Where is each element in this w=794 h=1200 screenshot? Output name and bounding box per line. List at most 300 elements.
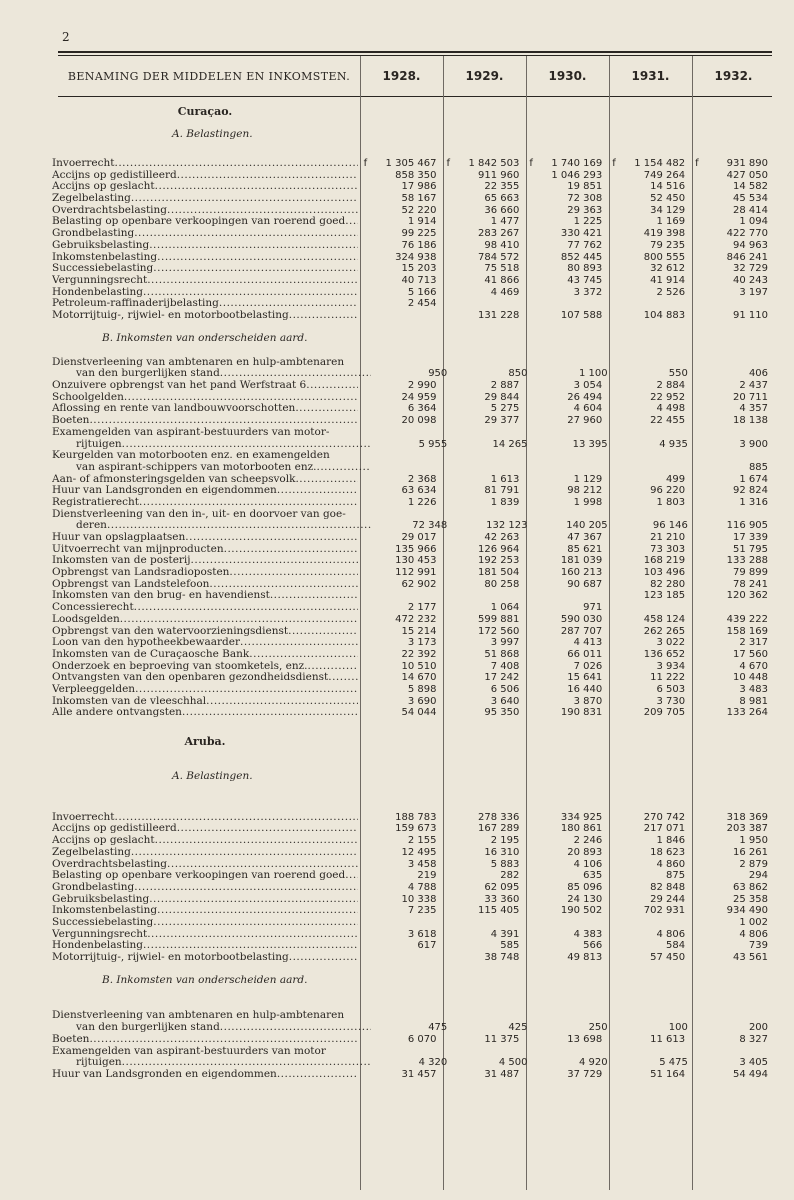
value-cell <box>523 485 606 496</box>
value-cell <box>523 228 606 239</box>
value-cell <box>358 905 441 916</box>
value-text: 635 <box>583 870 603 882</box>
value-cell <box>606 882 689 893</box>
value-cell <box>523 847 606 858</box>
value-cell <box>606 497 689 508</box>
value-text: 181 039 <box>560 555 603 567</box>
value-text: 82 848 <box>650 881 686 893</box>
revenue-table <box>52 100 772 1080</box>
leader-dots <box>229 567 357 578</box>
value-cell <box>358 170 441 181</box>
value-text: 20 098 <box>401 415 437 427</box>
value-cell <box>692 520 772 531</box>
value-text: 17 339 <box>733 532 769 544</box>
value-cell <box>689 894 772 905</box>
value-cell <box>440 567 523 578</box>
column-header-year: 1928. <box>382 69 421 83</box>
value-cell <box>606 252 689 263</box>
row-label: Examengelden van aspirant-bestuurders van motor- <box>52 426 330 438</box>
value-text: 80 893 <box>567 263 603 275</box>
value-cell <box>689 917 772 928</box>
value-cell <box>358 228 441 239</box>
value-cell <box>531 439 611 450</box>
row-label: Motorrijtuig-, rijwiel- en motorbootbelasting <box>52 952 289 964</box>
subsection-heading <box>52 975 772 987</box>
row-label-cell <box>52 333 408 344</box>
row-label: Huur van Landsgronden en eigendommen <box>52 485 277 497</box>
value-text: 2 177 <box>407 602 437 614</box>
table-row <box>52 251 772 263</box>
row-label-cell <box>52 736 358 747</box>
value-cell <box>523 649 606 660</box>
leader-dots <box>224 544 358 555</box>
value-text: 4 469 <box>490 286 520 298</box>
row-label: rijtuigen <box>76 1057 122 1069</box>
row-label-cell <box>52 1034 358 1045</box>
value-cell <box>606 835 689 846</box>
row-label-line <box>52 450 772 462</box>
value-cell <box>689 882 772 893</box>
row-label: Alle andere ontvangsten <box>52 707 182 719</box>
value-text: 599 881 <box>477 613 520 625</box>
value-text: 2 884 <box>656 380 686 392</box>
value-text: 190 502 <box>560 905 603 917</box>
value-cell <box>440 263 523 274</box>
value-text: 29 844 <box>484 391 520 403</box>
row-label-cell <box>52 193 358 204</box>
value-cell <box>606 672 689 683</box>
table-row <box>52 614 772 626</box>
value-text: 10 338 <box>401 893 437 905</box>
value-text: 800 555 <box>643 251 686 263</box>
value-cell <box>440 216 523 227</box>
value-cell <box>689 567 772 578</box>
value-text: 17 986 <box>401 181 437 193</box>
value-text: 62 095 <box>484 881 520 893</box>
value-text: 422 770 <box>726 228 769 240</box>
row-label: Accijns op geslacht <box>52 835 155 847</box>
value-cell <box>358 532 441 543</box>
leader-dots <box>89 1034 357 1045</box>
value-text: 17 242 <box>484 672 520 684</box>
leader-dots <box>167 205 358 216</box>
value-text: 32 729 <box>733 263 769 275</box>
value-cell <box>358 252 441 263</box>
value-cell <box>440 474 523 485</box>
value-text: 1 998 <box>573 496 603 508</box>
value-cell <box>371 520 451 531</box>
table-row <box>52 181 772 193</box>
value-cell <box>606 905 689 916</box>
value-cell <box>689 415 772 426</box>
value-cell <box>358 929 441 940</box>
row-label: Inkomsten van de posterij <box>52 555 191 567</box>
value-text: 76 186 <box>401 239 437 251</box>
leader-dots <box>134 228 357 239</box>
value-text: 3 197 <box>739 286 769 298</box>
value-cell <box>358 181 441 192</box>
value-cell <box>358 696 441 707</box>
value-text: 3 640 <box>490 695 520 707</box>
value-text: 62 902 <box>401 578 437 590</box>
value-cell <box>689 905 772 916</box>
value-cell <box>440 882 523 893</box>
value-cell <box>523 614 606 625</box>
value-cell <box>440 1069 523 1080</box>
row-label-cell <box>52 181 358 192</box>
value-cell <box>689 310 772 321</box>
value-text: 133 264 <box>726 707 769 719</box>
row-label-cell <box>52 614 358 625</box>
row-label-cell <box>52 1069 358 1080</box>
leader-dots <box>185 532 357 543</box>
value-cell <box>358 882 441 893</box>
value-text: 11 222 <box>650 672 686 684</box>
value-text: 566 <box>583 940 603 952</box>
table-row <box>52 1022 772 1034</box>
leader-dots <box>149 240 357 251</box>
table-row <box>52 672 772 684</box>
value-cell <box>692 1022 772 1033</box>
value-text: 11 375 <box>484 1033 520 1045</box>
value-cell <box>689 823 772 834</box>
value-text: 7 408 <box>490 660 520 672</box>
value-text: 168 219 <box>643 555 686 567</box>
value-cell <box>440 905 523 916</box>
currency-symbol: f <box>446 158 450 170</box>
table-row <box>52 310 772 322</box>
table-row <box>52 275 772 287</box>
value-text: 3 730 <box>656 695 686 707</box>
value-cell <box>523 181 606 192</box>
spacer-row <box>52 998 772 1010</box>
value-text: 4 320 <box>418 1057 448 1069</box>
value-cell <box>440 602 523 613</box>
value-text: 22 455 <box>650 415 686 427</box>
row-label: Onzuivere opbrengst van het pand Werfstraat 6 <box>52 380 307 392</box>
row-label-line <box>52 1010 772 1022</box>
value-text: 2 155 <box>407 835 437 847</box>
leader-dots <box>295 474 357 485</box>
value-cell <box>606 205 689 216</box>
value-cell <box>523 415 606 426</box>
value-cell <box>358 567 441 578</box>
value-text: 115 405 <box>477 905 520 917</box>
value-cell <box>606 485 689 496</box>
row-label: Successiebelasting <box>52 263 154 275</box>
value-cell <box>689 474 772 485</box>
value-text: 120 362 <box>726 590 769 602</box>
table-row <box>52 391 772 403</box>
leader-dots <box>206 696 357 707</box>
row-label: Accijns op gedistilleerd <box>52 823 177 835</box>
value-cell <box>531 1057 611 1068</box>
value-cell <box>523 882 606 893</box>
value-cell <box>440 894 523 905</box>
value-cell <box>523 275 606 286</box>
value-text: 425 <box>508 1022 528 1034</box>
leader-dots <box>295 403 357 414</box>
spacer-row <box>52 345 772 357</box>
value-text: 75 518 <box>484 263 520 275</box>
value-cell <box>612 439 692 450</box>
value-text: 2 317 <box>739 637 769 649</box>
value-text: 28 414 <box>733 204 769 216</box>
table-row <box>52 520 772 532</box>
leader-dots <box>182 707 358 718</box>
value-cell <box>523 579 606 590</box>
table-row <box>52 590 772 602</box>
value-cell <box>612 520 692 531</box>
row-label: B. Inkomsten van onderscheiden aard. <box>102 975 308 987</box>
value-cell <box>358 485 441 496</box>
row-label-cell <box>52 509 358 520</box>
value-text: 911 960 <box>477 169 520 181</box>
value-text: 3 405 <box>739 1057 769 1069</box>
value-text: 33 360 <box>484 893 520 905</box>
value-text: 90 687 <box>567 578 603 590</box>
value-text: 37 729 <box>567 1068 603 1080</box>
currency-symbol: f <box>529 158 533 170</box>
leader-dots <box>135 684 357 695</box>
value-cell <box>606 661 689 672</box>
value-cell <box>689 614 772 625</box>
value-cell <box>606 474 689 485</box>
value-text: 18 138 <box>733 415 769 427</box>
row-label: van den burgerlijken stand <box>76 1022 220 1034</box>
row-label-cell <box>52 771 478 782</box>
value-cell <box>689 1034 772 1045</box>
value-text: 65 663 <box>484 193 520 205</box>
row-label-cell <box>52 894 358 905</box>
value-cell <box>689 532 772 543</box>
value-cell <box>606 952 689 963</box>
value-cell <box>689 952 772 963</box>
value-cell <box>523 158 606 169</box>
value-text: 130 453 <box>395 555 437 567</box>
value-cell <box>440 403 523 414</box>
table-row <box>52 684 772 696</box>
value-text: 21 210 <box>650 532 686 544</box>
value-cell <box>523 380 606 391</box>
leader-dots <box>120 614 358 625</box>
row-label: Overdrachtsbelasting <box>52 204 168 216</box>
row-label: rijtuigen <box>76 438 122 450</box>
value-cell <box>523 870 606 881</box>
column-header-year: 1929. <box>465 69 504 83</box>
value-cell <box>440 170 523 181</box>
value-cell <box>612 1022 692 1033</box>
table-row <box>52 158 772 170</box>
value-cell <box>523 216 606 227</box>
leader-dots <box>288 626 357 637</box>
value-text: 5 475 <box>659 1057 688 1069</box>
spacer-row <box>52 146 772 158</box>
value-text: 2 879 <box>739 858 769 870</box>
value-text: 4 788 <box>407 881 437 893</box>
value-text: 112 991 <box>395 567 437 579</box>
value-cell <box>689 275 772 286</box>
value-cell <box>689 859 772 870</box>
header-rule-top <box>58 51 772 53</box>
row-label-cell <box>52 940 358 951</box>
leader-dots <box>240 637 358 648</box>
row-label-cell <box>52 520 371 531</box>
value-text: 584 <box>666 940 686 952</box>
value-cell <box>358 263 441 274</box>
value-cell <box>358 216 441 227</box>
row-label: Loodsgelden <box>52 613 120 625</box>
value-cell <box>689 637 772 648</box>
value-text: 262 265 <box>643 625 686 637</box>
row-label-cell <box>52 129 478 140</box>
table-row <box>52 1034 772 1046</box>
value-text: 590 030 <box>560 613 603 625</box>
value-text: 2 526 <box>656 286 686 298</box>
value-text: 99 225 <box>401 228 437 240</box>
row-label-cell <box>52 917 358 928</box>
value-text: 3 690 <box>407 695 437 707</box>
value-text: 2 195 <box>490 835 520 847</box>
value-text: 126 964 <box>477 543 520 555</box>
value-cell <box>358 240 441 251</box>
value-text: 4 935 <box>659 438 688 450</box>
value-text: 180 861 <box>560 823 603 835</box>
currency-symbol: f <box>695 158 699 170</box>
value-text: 24 130 <box>567 893 603 905</box>
value-text: 784 572 <box>477 251 520 263</box>
row-label-cell <box>52 859 358 870</box>
value-cell <box>358 894 441 905</box>
row-label-cell <box>52 544 358 555</box>
row-label: Keurgelden van motorbooten enz. en examengelden <box>52 450 330 462</box>
row-label-cell <box>52 380 358 391</box>
value-cell <box>689 380 772 391</box>
value-cell <box>523 240 606 251</box>
leader-dots <box>289 952 358 963</box>
value-text: 3 483 <box>739 683 769 695</box>
value-text: 22 355 <box>484 181 520 193</box>
value-cell <box>689 626 772 637</box>
leader-dots <box>155 835 358 846</box>
value-text: 219 <box>417 870 437 882</box>
value-cell <box>523 835 606 846</box>
value-cell <box>689 263 772 274</box>
row-label: deren <box>76 520 107 532</box>
value-cell <box>689 1069 772 1080</box>
row-label: Dienstverleening van ambtenaren en hulp-ambtenaren <box>52 1010 345 1022</box>
value-cell <box>523 696 606 707</box>
table-row <box>52 823 772 835</box>
value-cell <box>440 626 523 637</box>
row-label: Dienstverleening van den in-, uit- en doorvoer van goe- <box>52 508 346 520</box>
value-text: 24 959 <box>401 391 437 403</box>
leader-dots <box>157 905 357 916</box>
row-label-cell <box>52 403 358 414</box>
value-cell <box>689 684 772 695</box>
row-label-cell <box>52 497 358 508</box>
value-text: 4 604 <box>573 403 603 415</box>
value-cell <box>523 252 606 263</box>
leader-dots <box>134 882 357 893</box>
value-text: 250 <box>588 1022 608 1034</box>
row-label: Overdrachtsbelasting <box>52 858 168 870</box>
value-text: 22 392 <box>401 648 437 660</box>
value-cell <box>612 1057 692 1068</box>
row-label-cell <box>52 684 358 695</box>
value-cell <box>523 403 606 414</box>
value-cell <box>606 287 689 298</box>
value-text: 419 398 <box>643 228 686 240</box>
table-row <box>52 298 772 310</box>
value-cell <box>358 672 441 683</box>
row-label-cell <box>52 1010 358 1021</box>
row-label: Examengelden van aspirant-bestuurders van motor <box>52 1045 326 1057</box>
value-cell <box>358 298 441 309</box>
value-text: 1 129 <box>573 473 603 485</box>
row-label: Opbrengst van Landsradioposten <box>52 567 230 579</box>
value-cell <box>689 252 772 263</box>
value-cell <box>692 439 772 450</box>
row-label: Aflossing en rente van landbouwvoorschotten <box>52 403 296 415</box>
value-text: 31 487 <box>484 1068 520 1080</box>
value-text: 13 395 <box>572 438 608 450</box>
value-cell <box>606 637 689 648</box>
value-text: 1 169 <box>656 216 686 228</box>
value-text: 79 899 <box>733 567 769 579</box>
value-text: 1 740 169 <box>551 158 603 170</box>
value-text: 167 289 <box>477 823 520 835</box>
value-cell <box>606 415 689 426</box>
row-label-cell <box>52 905 358 916</box>
value-text: 40 713 <box>401 274 437 286</box>
spacer-row <box>52 987 772 999</box>
row-label-cell <box>52 427 358 438</box>
value-text: 181 504 <box>477 567 520 579</box>
value-cell <box>606 823 689 834</box>
value-cell <box>531 520 611 531</box>
row-label: Belasting op openbare verkoopingen van roerend goed <box>52 870 346 882</box>
table-row <box>52 835 772 847</box>
value-cell <box>692 368 772 379</box>
value-cell <box>606 193 689 204</box>
row-label-cell <box>52 672 358 683</box>
value-text: 14 670 <box>401 672 437 684</box>
row-label-cell <box>52 216 358 227</box>
value-cell <box>440 275 523 286</box>
table-row <box>52 928 772 940</box>
value-text: 427 050 <box>726 169 769 181</box>
leader-dots <box>124 392 358 403</box>
leader-dots <box>143 287 358 298</box>
value-text: 10 448 <box>733 672 769 684</box>
leader-dots <box>277 1069 358 1080</box>
value-cell <box>689 579 772 590</box>
row-label: Petroleum-raffinaderijbelasting <box>52 298 219 310</box>
leader-dots <box>89 415 357 426</box>
leader-dots <box>143 940 358 951</box>
spacer-row <box>52 800 772 812</box>
row-label-cell <box>52 707 358 718</box>
leader-dots <box>155 181 358 192</box>
value-cell <box>523 392 606 403</box>
table-row <box>52 870 772 882</box>
row-label: Vergunningsrecht <box>52 274 148 286</box>
table-row <box>52 438 772 450</box>
value-cell <box>440 859 523 870</box>
value-cell <box>371 368 451 379</box>
value-text: 1 226 <box>407 496 437 508</box>
